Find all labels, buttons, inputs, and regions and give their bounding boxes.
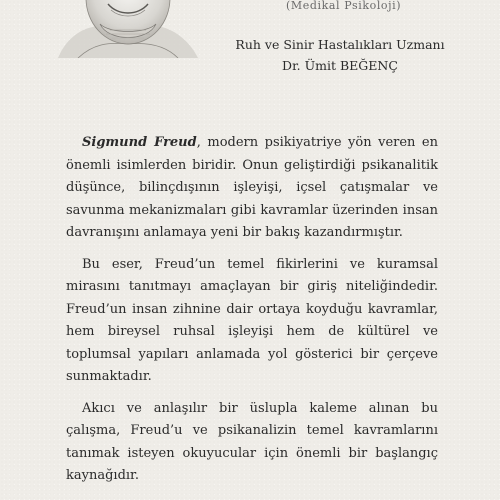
- author-name: Dr. Ümit BEĞENÇ: [282, 58, 398, 73]
- body-text: [66, 132, 438, 497]
- emphasized-name: Sigmund Freud: [82, 135, 197, 150]
- book-subtitle: (Medikal Psikoloji): [286, 0, 402, 12]
- portrait-illustration: [48, 0, 198, 58]
- author-block: [200, 34, 480, 76]
- paragraph-3: Akıcı ve anlaşılır bir üslupla kaleme alınan bu çalışma, Freud’u ve psikanalizin temel kavramlarını tanımak isteyen okuyucular için önemli bir başlangıç kaynağıdır.: [66, 400, 438, 483]
- paragraph-1: [66, 132, 438, 245]
- paragraph-2: Bu eser, Freud’un temel fikirlerini ve kuramsal mirasını tanıtmayı amaçlayan bir giriş niteliğindedir. Freud’un insan zihnine dair ortaya koyduğu kavramlar, hem bireysel ruhsal işleyişi hem de kültürel ve toplumsal yapıları anlamada yol gösterici bir çerçeve sunmaktadır.: [66, 256, 438, 384]
- author-title: Ruh ve Sinir Hastalıkları Uzmanı: [235, 37, 445, 52]
- paragraph-1-text: , modern psikiyatriye yön veren en önemli isimlerden biridir. Onun geliştirdiği psikanalitik düşünce, bilinçdışının işleyişi, içsel çatışmalar ve savunma mekanizmaları gibi kavramlar üzerinden insan davranışını anlamaya yeni bir bakış kazandırmıştır.: [66, 135, 438, 240]
